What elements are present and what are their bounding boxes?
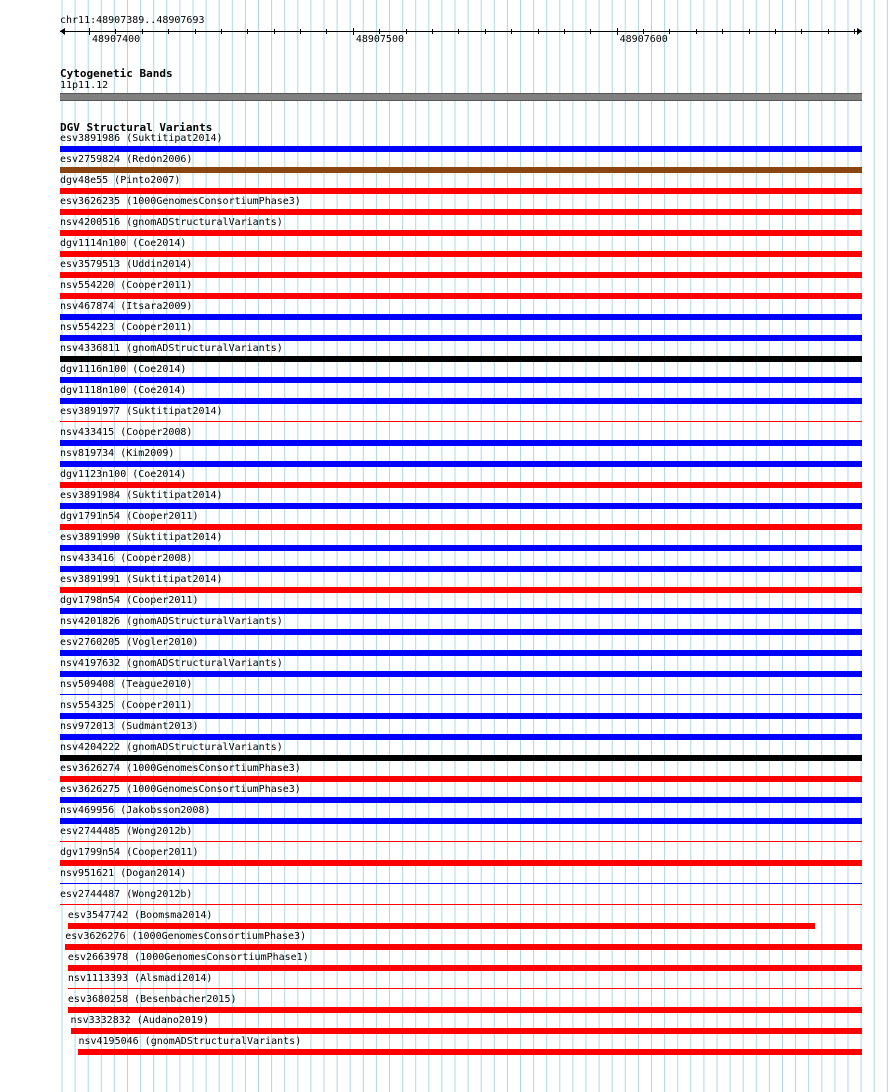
variant-label[interactable]: esv3891984 (Suktitipat2014) bbox=[60, 490, 223, 501]
variant-bar[interactable] bbox=[60, 776, 862, 782]
variant-bar[interactable] bbox=[60, 314, 862, 320]
variant-label[interactable]: nsv509408 (Teague2010) bbox=[60, 679, 193, 690]
variant-label[interactable]: esv3626275 (1000GenomesConsortiumPhase3) bbox=[60, 784, 301, 795]
variant-bar[interactable] bbox=[60, 860, 862, 866]
variant-label[interactable]: nsv1113393 (Alsmadi2014) bbox=[67, 973, 213, 984]
variant-label[interactable]: nsv467874 (Itsara2009) bbox=[60, 301, 193, 312]
variant-label[interactable]: dgv1799n54 (Cooper2011) bbox=[60, 847, 199, 858]
ruler-minor-tick bbox=[247, 29, 248, 34]
ruler-axis bbox=[60, 31, 862, 32]
ruler-minor-tick bbox=[854, 29, 855, 34]
variant-bar[interactable] bbox=[60, 167, 862, 173]
variant-label[interactable]: esv2760205 (Vogler2010) bbox=[60, 637, 199, 648]
ruler-major-tick bbox=[617, 28, 618, 35]
ruler-minor-tick bbox=[326, 29, 327, 34]
variant-bar[interactable] bbox=[60, 524, 862, 530]
variant-label[interactable]: esv3626276 (1000GenomesConsortiumPhase3) bbox=[65, 931, 307, 942]
variant-label[interactable]: dgv1798n54 (Cooper2011) bbox=[60, 595, 199, 606]
ruler-minor-tick bbox=[221, 29, 222, 34]
variant-bar[interactable] bbox=[60, 482, 862, 488]
variant-label[interactable]: nsv433415 (Cooper2008) bbox=[60, 427, 193, 438]
ruler-major-tick bbox=[89, 28, 90, 35]
variant-bar[interactable] bbox=[60, 818, 862, 824]
ruler-minor-tick bbox=[511, 29, 512, 34]
variant-label[interactable]: nsv554223 (Cooper2011) bbox=[60, 322, 193, 333]
variant-label[interactable]: dgv1123n100 (Coe2014) bbox=[60, 469, 187, 480]
ruler-minor-tick bbox=[485, 29, 486, 34]
variant-label[interactable]: nsv972013 (Sudmant2013) bbox=[60, 721, 199, 732]
ruler-minor-tick bbox=[432, 29, 433, 34]
variant-bar[interactable] bbox=[60, 440, 862, 446]
ruler-tick-label: 48907500 bbox=[355, 34, 404, 45]
variant-bar[interactable] bbox=[60, 272, 862, 278]
ruler-minor-tick bbox=[564, 29, 565, 34]
variant-bar[interactable] bbox=[60, 904, 862, 905]
variant-bar[interactable] bbox=[60, 608, 862, 614]
variant-label[interactable]: esv3626235 (1000GenomesConsortiumPhase3) bbox=[60, 196, 301, 207]
ruler-minor-tick bbox=[722, 29, 723, 34]
ruler-minor-tick bbox=[801, 29, 802, 34]
ruler-minor-tick bbox=[168, 29, 169, 34]
ruler-minor-tick bbox=[538, 29, 539, 34]
variant-bar[interactable] bbox=[60, 755, 862, 761]
ruler-major-tick bbox=[353, 28, 354, 35]
variant-bar[interactable] bbox=[60, 650, 862, 656]
variant-bar[interactable] bbox=[68, 923, 815, 929]
variant-label[interactable]: nsv4201826 (gnomADStructuralVariants) bbox=[60, 616, 283, 627]
variant-label[interactable]: esv2759824 (Redon2006) bbox=[60, 154, 193, 165]
variant-label[interactable]: esv3891990 (Suktitipat2014) bbox=[60, 532, 223, 543]
ruler-tick-label: 48907600 bbox=[619, 34, 668, 45]
ruler-minor-tick bbox=[406, 29, 407, 34]
variant-bar[interactable] bbox=[65, 944, 862, 950]
variant-bar[interactable] bbox=[60, 421, 862, 422]
variant-label[interactable]: esv3579513 (Uddin2014) bbox=[60, 259, 193, 270]
variant-bar[interactable] bbox=[60, 209, 862, 215]
variant-bar[interactable] bbox=[60, 461, 862, 467]
variant-bar[interactable] bbox=[60, 398, 862, 404]
variant-label[interactable]: esv2663978 (1000GenomesConsortiumPhase1) bbox=[67, 952, 309, 963]
variant-label[interactable]: nsv433416 (Cooper2008) bbox=[60, 553, 193, 564]
variant-label[interactable]: esv3891986 (Suktitipat2014) bbox=[60, 133, 223, 144]
variant-label[interactable]: dgv48e55 (Pinto2007) bbox=[60, 175, 181, 186]
variant-bar[interactable] bbox=[60, 797, 862, 803]
ruler-minor-tick bbox=[63, 29, 64, 34]
variant-bar[interactable] bbox=[60, 503, 862, 509]
ruler-arrow-right bbox=[857, 28, 862, 35]
variant-label[interactable]: nsv4195046 (gnomADStructuralVariants) bbox=[78, 1036, 302, 1047]
variant-label[interactable]: esv2744485 (Wong2012b) bbox=[60, 826, 193, 837]
ruler-minor-tick bbox=[195, 29, 196, 34]
variant-bar[interactable] bbox=[60, 545, 862, 551]
variant-label[interactable]: nsv819734 (Kim2009) bbox=[60, 448, 175, 459]
variant-label[interactable]: nsv3332832 (Audano2019) bbox=[70, 1015, 210, 1026]
variant-bar[interactable] bbox=[60, 566, 862, 572]
ruler-minor-tick bbox=[300, 29, 301, 34]
ruler-minor-tick bbox=[274, 29, 275, 34]
variant-label[interactable]: dgv1118n100 (Coe2014) bbox=[60, 385, 187, 396]
variant-label[interactable]: nsv554220 (Cooper2011) bbox=[60, 280, 193, 291]
ruler-minor-tick bbox=[669, 29, 670, 34]
variant-bar[interactable] bbox=[60, 841, 862, 842]
variant-label[interactable]: esv3626274 (1000GenomesConsortiumPhase3) bbox=[60, 763, 301, 774]
ruler-minor-tick bbox=[775, 29, 776, 34]
variant-label[interactable]: nsv951621 (Dogan2014) bbox=[60, 868, 187, 879]
variant-bar[interactable] bbox=[71, 1028, 862, 1034]
variant-label[interactable]: dgv1114n100 (Coe2014) bbox=[60, 238, 187, 249]
variant-label[interactable]: nsv469956 (Jakobsson2008) bbox=[60, 805, 211, 816]
ruler-minor-tick bbox=[142, 29, 143, 34]
variant-label[interactable]: nsv4197632 (gnomADStructuralVariants) bbox=[60, 658, 283, 669]
ruler-minor-tick bbox=[828, 29, 829, 34]
variant-bar[interactable] bbox=[60, 671, 862, 677]
variant-label[interactable]: nsv4336811 (gnomADStructuralVariants) bbox=[60, 343, 283, 354]
variant-bar[interactable] bbox=[60, 629, 862, 635]
variant-bar[interactable] bbox=[60, 293, 862, 299]
variant-bar[interactable] bbox=[60, 356, 862, 362]
cytoband-label: 11p11.12 bbox=[60, 80, 109, 91]
cytoband-bar[interactable] bbox=[60, 93, 862, 101]
variant-label[interactable]: nsv4200516 (gnomADStructuralVariants) bbox=[60, 217, 283, 228]
variant-label[interactable]: dgv1791n54 (Cooper2011) bbox=[60, 511, 199, 522]
variant-bar[interactable] bbox=[60, 734, 862, 740]
ruler-minor-tick bbox=[696, 29, 697, 34]
ruler-tick-label: 48907400 bbox=[92, 34, 141, 45]
variant-label[interactable]: nsv4204222 (gnomADStructuralVariants) bbox=[60, 742, 283, 753]
variant-label[interactable]: esv3680258 (Besenbacher2015) bbox=[67, 994, 237, 1005]
variant-bar[interactable] bbox=[68, 965, 862, 971]
variant-label[interactable]: esv3547742 (Boomsma2014) bbox=[67, 910, 213, 921]
variant-label[interactable]: esv2744487 (Wong2012b) bbox=[60, 889, 193, 900]
cytoband-track-title: Cytogenetic Bands bbox=[60, 67, 173, 80]
variant-bar[interactable] bbox=[60, 587, 862, 593]
variant-bar[interactable] bbox=[60, 230, 862, 236]
ruler-minor-tick bbox=[458, 29, 459, 34]
variant-bar[interactable] bbox=[78, 1049, 862, 1055]
variant-bar[interactable] bbox=[68, 988, 862, 989]
region-label: chr11:48907389..48907693 bbox=[60, 15, 205, 26]
variant-bar[interactable] bbox=[60, 883, 862, 884]
variant-label[interactable]: esv3891977 (Suktitipat2014) bbox=[60, 406, 223, 417]
variant-bar[interactable] bbox=[60, 251, 862, 257]
variant-bar[interactable] bbox=[68, 1007, 862, 1013]
ruler-minor-tick bbox=[749, 29, 750, 34]
variant-bar[interactable] bbox=[60, 335, 862, 341]
variant-bar[interactable] bbox=[60, 694, 862, 695]
variant-bar[interactable] bbox=[60, 188, 862, 194]
variant-bar[interactable] bbox=[60, 377, 862, 383]
variant-label[interactable]: esv3891991 (Suktitipat2014) bbox=[60, 574, 223, 585]
dgv-track-title: DGV Structural Variants bbox=[60, 121, 213, 134]
variant-label[interactable]: dgv1116n100 (Coe2014) bbox=[60, 364, 187, 375]
variant-bar[interactable] bbox=[60, 146, 862, 152]
variant-bar[interactable] bbox=[60, 713, 862, 719]
ruler-minor-tick bbox=[590, 29, 591, 34]
variant-label[interactable]: nsv554325 (Cooper2011) bbox=[60, 700, 193, 711]
